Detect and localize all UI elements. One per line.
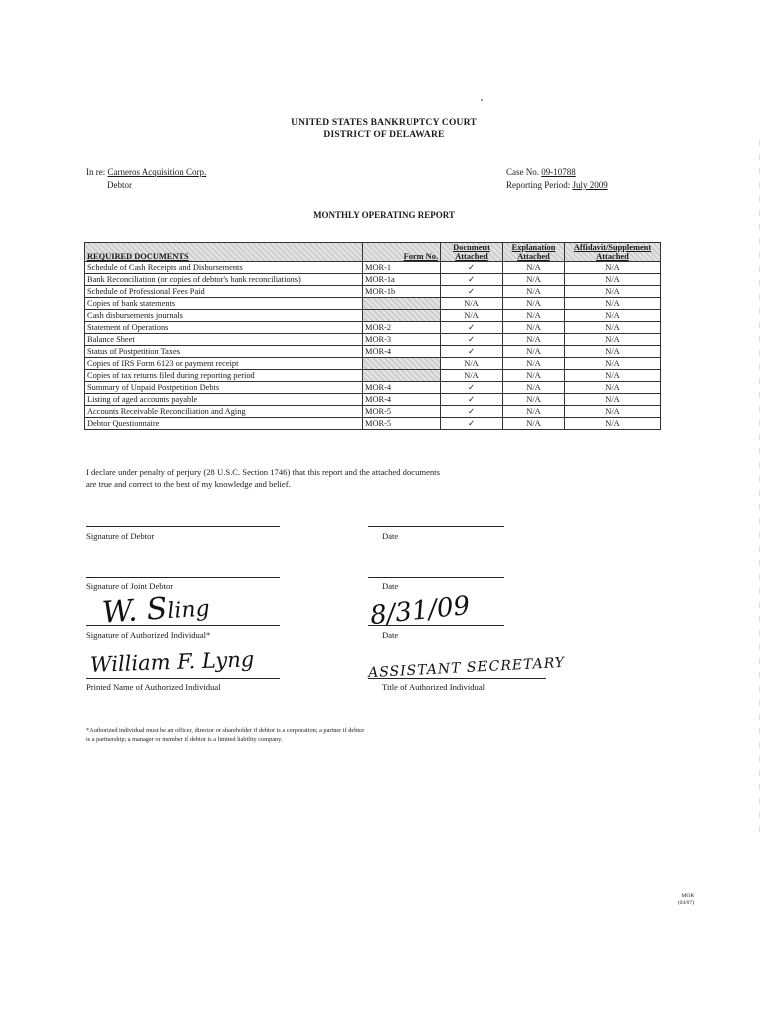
row-affidavit: N/A [565,334,661,346]
debtor-date-line [368,526,504,527]
row-affidavit: N/A [565,310,661,322]
table-row [85,370,661,382]
row-attached: N/A [441,358,503,370]
row-document: Schedule of Cash Receipts and Disbursements [85,262,363,274]
row-attached: N/A [441,310,503,322]
row-form: MOR-5 [363,418,441,430]
row-attached: ✓ [441,334,503,346]
row-form: MOR-4 [363,394,441,406]
joint-date-label: Date [382,581,399,591]
row-document: Copies of bank statements [85,298,363,310]
row-explanation: N/A [503,418,565,430]
row-form: MOR-4 [363,346,441,358]
row-form-shaded [363,358,441,370]
row-explanation: N/A [503,322,565,334]
row-affidavit: N/A [565,322,661,334]
row-attached: ✓ [441,394,503,406]
row-document: Debtor Questionnaire [85,418,363,430]
row-document: Cash disbursements journals [85,310,363,322]
row-document: Status of Postpetition Taxes [85,346,363,358]
header-form-no: Form No. [363,243,441,262]
handwritten-signature: W. Sling [100,591,211,631]
row-document: Copies of tax returns filed during reporting period [85,370,363,382]
row-attached: ✓ [441,262,503,274]
row-document: Statement of Operations [85,322,363,334]
reporting-period: July 2009 [572,180,608,190]
row-explanation: N/A [503,274,565,286]
form-code: MOR [681,893,694,899]
authorized-date-label: Date [382,630,399,640]
title-label: Title of Authorized Individual [382,682,486,692]
row-form-shaded [363,370,441,382]
row-document: Balance Sheet [85,334,363,346]
row-form-shaded [363,310,441,322]
row-affidavit: N/A [565,262,661,274]
required-documents-table [84,242,661,430]
debtor-label: Debtor [107,180,132,190]
row-explanation: N/A [503,394,565,406]
table-row [85,262,661,274]
debtor-name: Carneros Acquisition Corp. [107,167,207,177]
row-attached: ✓ [441,286,503,298]
row-form: MOR-1a [363,274,441,286]
joint-signature-line [86,577,280,578]
debtor-signature-line [86,526,280,527]
debtor-signature-label: Signature of Debtor [86,531,155,541]
court-district: DISTRICT OF DELAWARE [323,130,445,140]
joint-date-line [368,577,504,578]
row-affidavit: N/A [565,346,661,358]
table-row [85,382,661,394]
row-affidavit: N/A [565,370,661,382]
row-document: Copies of IRS Form 6123 or payment receipt [85,358,363,370]
court-name: UNITED STATES BANKRUPTCY COURT [291,118,477,128]
joint-signature-label: Signature of Joint Debtor [86,581,174,591]
row-attached: ✓ [441,322,503,334]
header-explanation-attached: Explanation Attached [503,243,565,262]
row-form: MOR-4 [363,382,441,394]
handwritten-printed-name: William F. Lyng [89,647,255,677]
authorized-individual-footnote: *Authorized individual must be an officer, director or shareholder if debtor is a corporation; a partner if debtor is a partnership; a manager or member if debtor is a limited liability company. [86,727,365,743]
row-form-shaded [363,298,441,310]
row-affidavit: N/A [565,274,661,286]
table-row [85,394,661,406]
title-line [368,678,546,679]
row-explanation: N/A [503,310,565,322]
printed-name-line [86,678,280,679]
row-explanation: N/A [503,334,565,346]
handwritten-title: ASSISTANT SECRETARY [367,654,566,682]
row-form: MOR-1b [363,286,441,298]
row-attached: ✓ [441,418,503,430]
row-explanation: N/A [503,346,565,358]
row-explanation: N/A [503,262,565,274]
row-affidavit: N/A [565,286,661,298]
table-header-row [85,243,661,262]
row-document: Summary of Unpaid Postpetition Debts [85,382,363,394]
authorized-signature-line [86,625,280,626]
row-document: Schedule of Professional Fees Paid [85,286,363,298]
case-caption [86,166,206,192]
handwritten-date: 8/31/09 [368,590,472,632]
row-attached: ✓ [441,346,503,358]
row-form: MOR-3 [363,334,441,346]
authorized-date-line [368,625,504,626]
row-explanation: N/A [503,286,565,298]
period-label: Reporting Period: [506,180,571,190]
table-row [85,298,661,310]
row-form: MOR-5 [363,406,441,418]
row-document: Listing of aged accounts payable [85,394,363,406]
table-row [85,358,661,370]
row-explanation: N/A [503,358,565,370]
row-explanation: N/A [503,382,565,394]
table-row [85,334,661,346]
scan-edge-artifact [759,140,760,840]
form-code-footer [644,893,694,907]
header-required-documents: REQUIRED DOCUMENTS [85,243,363,262]
authorized-signature-label: Signature of Authorized Individual* [86,630,211,640]
row-affidavit: N/A [565,394,661,406]
perjury-declaration: I declare under penalty of perjury (28 U.S.C. Section 1746) that this report and the attached documents are true and correct to the best of my knowledge and belief. [86,467,440,489]
row-document: Accounts Receivable Reconciliation and Aging [85,406,363,418]
case-number: 09-10788 [541,167,576,177]
row-attached: ✓ [441,406,503,418]
row-explanation: N/A [503,406,565,418]
row-form: MOR-1 [363,262,441,274]
table-row [85,274,661,286]
table-row [85,286,661,298]
row-explanation: N/A [503,298,565,310]
header-document-attached: Document Attached [441,243,503,262]
printed-name-label: Printed Name of Authorized Individual [86,682,221,692]
row-attached: ✓ [441,382,503,394]
table-row [85,346,661,358]
table-row [85,322,661,334]
row-attached: N/A [441,370,503,382]
report-title: MONTHLY OPERATING REPORT [313,210,455,220]
row-affidavit: N/A [565,406,661,418]
row-affidavit: N/A [565,358,661,370]
table-row [85,406,661,418]
row-document: Bank Reconciliation (or copies of debtor's bank reconciliations) [85,274,363,286]
row-explanation: N/A [503,370,565,382]
case-info [506,166,608,192]
form-revision: (04/07) [677,900,694,906]
scan-speck [481,99,483,101]
header-affidavit-attached: Affidavit/Supplement Attached [565,243,661,262]
court-heading [0,117,768,141]
table-row [85,418,661,430]
row-form: MOR-2 [363,322,441,334]
row-affidavit: N/A [565,418,661,430]
row-attached: N/A [441,298,503,310]
table-row [85,310,661,322]
row-attached: ✓ [441,274,503,286]
case-no-label: Case No. [506,167,539,177]
row-affidavit: N/A [565,382,661,394]
debtor-date-label: Date [382,531,399,541]
row-affidavit: N/A [565,298,661,310]
inre-label: In re: [86,167,106,177]
